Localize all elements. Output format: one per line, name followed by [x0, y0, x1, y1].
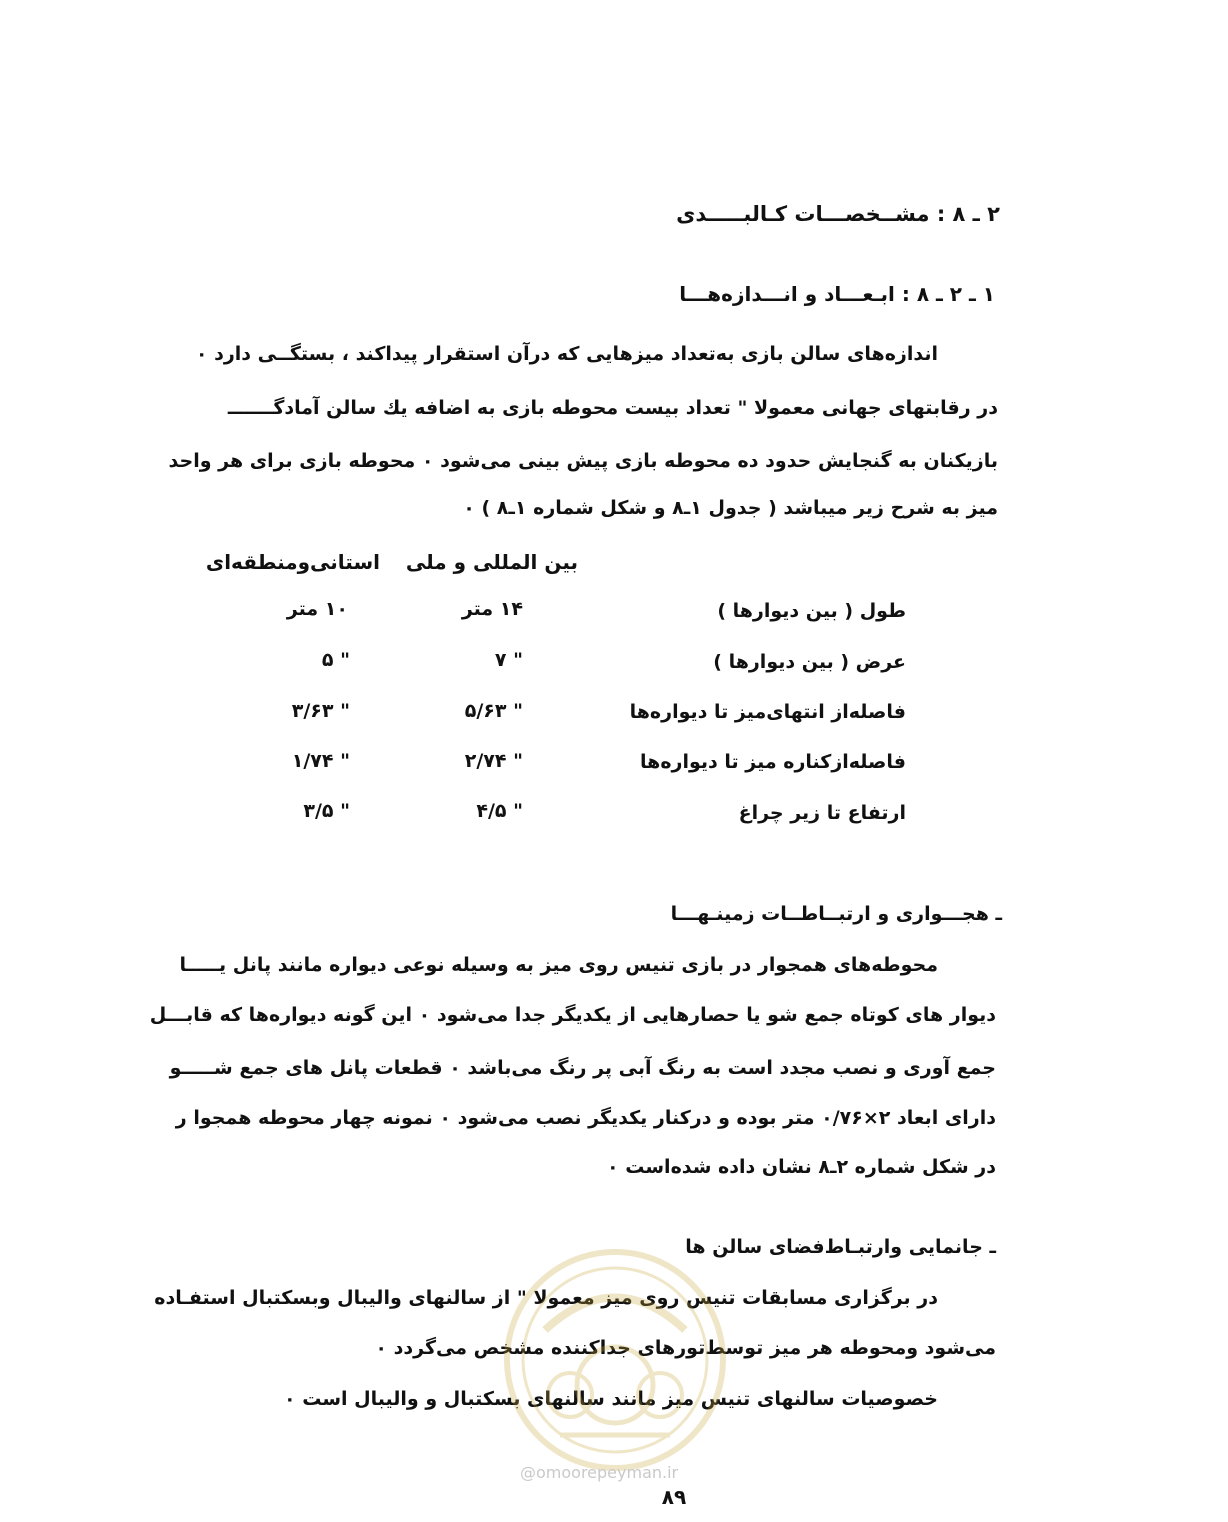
intro-line: بازیکنان به گنجایش حدود ده محوطه بازی پیش بینی می‌شود ۰ محوطه بازی برای هر واحد [168, 450, 998, 472]
table-header-international: بین المللی و ملی [405, 550, 578, 574]
adjacency-line: محوطه‌های همجوار در بازی تنیس روی میز به وسیله نوعی دیواره مانند پانل یـــــا [179, 954, 938, 976]
row-value-provincial: ۵ " [321, 649, 350, 671]
row-label: طول ( بین دیوارها ) [717, 600, 906, 622]
row-value-provincial: ۱/۷۴ " [291, 750, 350, 772]
watermark-handle: @omoorepeyman.ir [520, 1463, 679, 1482]
row-label: فاصله‌از انتهای‌میز تا دیواره‌ها [629, 701, 906, 723]
row-label: فاصله‌ازکناره میز تا دیواره‌ها [640, 751, 906, 773]
intro-line: میز به شرح زیر میباشد ( جدول ۱ـ۸ و شکل شماره ۱ـ۸ ) ۰ [463, 497, 998, 519]
row-label: ارتفاع تا زیر چراغ [738, 802, 906, 824]
row-value-provincial: ۳/۵ " [303, 800, 350, 822]
row-value-international: ۷ " [494, 649, 523, 671]
adjacency-heading: ـ هجـــواری و ارتبــاطــات زمینـهـــا [670, 903, 1002, 925]
row-value-international: ۴/۵ " [476, 800, 523, 822]
location-line: خصوصیات سالنهای تنیس میز مانند سالنهای بسکتبال و والیبال است ۰ [284, 1388, 938, 1410]
adjacency-line: جمع آوری و نصب مجدد است به رنگ آبی پر رنگ می‌باشد ۰ قطعات پانل های جمع شـــــو [169, 1057, 996, 1079]
page-number: ۸۹ [661, 1485, 687, 1509]
subsection-heading: ۱ ـ ۲ ـ ۸ : ابـعـــاد و انـــدازه‌هـــا [679, 282, 995, 306]
row-label: عرض ( بین دیوارها ) [713, 651, 906, 673]
table-header-provincial: استانی‌ومنطقه‌ای [205, 550, 380, 574]
row-value-international: ۵/۶۳ " [464, 700, 523, 722]
location-line: می‌شود ومحوطه هر میز توسط‌تورهای جداکننده مشخص می‌گردد ۰ [375, 1337, 996, 1359]
location-line: در برگزاری مسابقات تنیس روی میز معمولا " از سالنهای والیبال وبسکتبال استفـاده [154, 1287, 938, 1309]
watermark-seal [500, 1245, 730, 1475]
section-heading: ۲ ـ ۸ : مشــخصـــات کـالبـــــدی [676, 202, 1000, 226]
adjacency-line: در شکل شماره ۲ـ۸ نشان داده شده‌است ۰ [607, 1156, 996, 1178]
intro-line: در رقابتهای جهانی معمولا " تعداد بیست محوطه بازی به اضافه یك سالن آمادگـــــــ [227, 397, 998, 419]
row-value-international: ۱۴ متر [461, 598, 523, 620]
row-value-provincial: ۳/۶۳ " [291, 700, 350, 722]
intro-line: اندازه‌های سالن بازی به‌تعداد میزهایی که درآن استقرار پیداکند ، بستگــی دارد ۰ [195, 343, 938, 365]
adjacency-line: دارای ابعاد ۲×۰/۷۶ متر بوده و درکنار یکدیگر نصب می‌شود ۰ نمونه چهار محوطه همجوا ر [175, 1107, 996, 1129]
row-value-provincial: ۱۰ متر [286, 598, 348, 620]
row-value-international: ۲/۷۴ " [464, 750, 523, 772]
location-heading: ـ جانمایی وارتبـاط‌فضای سالن ها [685, 1236, 996, 1258]
adjacency-line: دیوار های کوتاه جمع شو یا حصارهایی از یکدیگر جدا می‌شود ۰ این گونه دیواره‌ها که قابـــل [149, 1004, 996, 1026]
